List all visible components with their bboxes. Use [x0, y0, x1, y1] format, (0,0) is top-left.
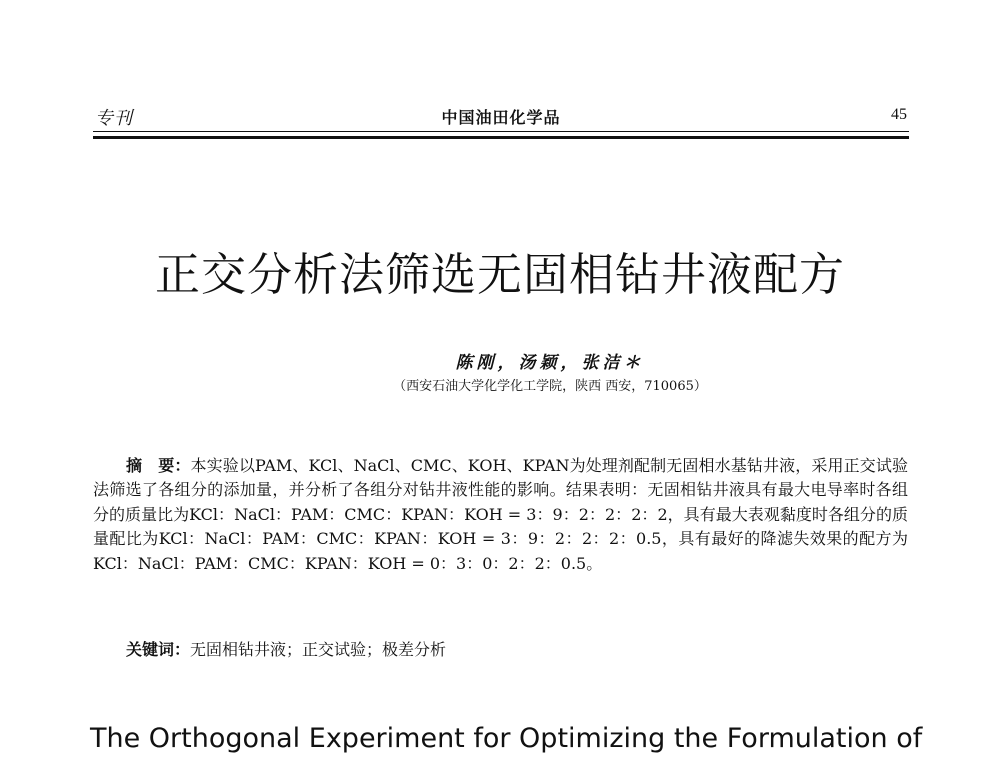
abstract-label: 摘 要： — [126, 456, 191, 475]
authors: 陈刚，汤颖，张洁＊ — [455, 353, 645, 373]
affiliation: （西安石油大学化学化工学院，陕西 西安，710065） — [393, 379, 707, 394]
keywords — [126, 638, 446, 662]
header-section-label: 专刊 — [95, 108, 133, 129]
page-number: 45 — [891, 106, 907, 123]
english-title: The Orthogonal Experiment for Optimizing the Formulation of — [90, 723, 923, 754]
header-rule-thick — [93, 136, 909, 139]
running-header — [95, 104, 907, 128]
abstract-text: 本实验以PAM、KCl、NaCl、CMC、KOH、KPAN为处理剂配制无固相水基钻井液，采用正交试验法筛选了各组分的添加量，并分析了各组分对钻井液性能的影响。结果表明：无固相钻井液具有最大电导率时各组分的质量比为KCl：NaCl：PAM：CMC：KPAN：KOH = 3：9：2：2：2：2，具有最大表观黏度时各组分的质量配比为KCl：NaCl：PAM：CMC：KPAN：KOH = 3：9：2：2：2：0.5，具有最好的降滤失效果的配方为KCl：NaCl：PAM：CMC：KPAN：KOH = 0：3：0：2：2：0.5。 — [93, 456, 908, 573]
keywords-label: 关键词： — [126, 640, 191, 659]
header-rule-thin — [93, 131, 909, 132]
abstract — [93, 454, 908, 576]
journal-name: 中国油田化学品 — [441, 108, 561, 127]
paper-title: 正交分析法筛选无固相钻井液配方 — [154, 248, 845, 301]
keywords-text: 无固相钻井液；正交试验；极差分析 — [190, 640, 447, 659]
